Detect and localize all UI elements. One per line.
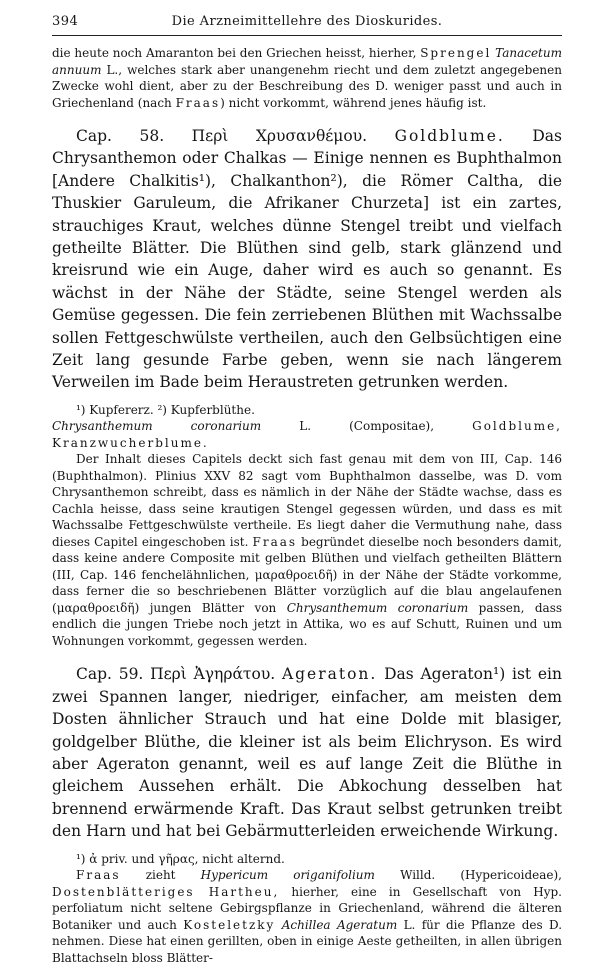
chapter-58-common-name: Goldblume. xyxy=(394,127,505,145)
commentary-58: Der Inhalt dieses Capitels deckt sich fast genau mit dem von III, Cap. 146 (Buphthalmon). Plinius XXV 82 sagt vom Buphthalmon dasselbe, was D. vom Chrysanthemon schreibt, dass es nämlich in der Nähe der Städte wachse, dass es Cachla heisse, dass seine krautigen Stengel gegessen würden, und dass es mit Wachssalbe Fettgeschwülste vertheile. Es liegt daher die Vermuthung nahe, dass dieses Capitel eingeschoben ist. Fraas begründet dieselbe noch besonders damit, dass keine andere Composite mit gelben Blüthen und vielfach getheilten Blättern (III, Cap. 146 fenchelähnlichen, μαραθροειδῆ) in der Nähe der Städte vorkomme, dass ferner die so beschriebenen Blätter vorzüglich auf die blau angelaufenen (μαραθροειδῆ) jungen Blätter von Chrysanthemum coronarium passen, dass endlich die jungen Triebe noch jetzt in Attika, wo es auf Schutt, Ruinen und um Wohnungen vorkommt, gegessen werden. xyxy=(52,452,563,648)
page-number: 394 xyxy=(52,14,79,29)
author-name: Fraas xyxy=(175,95,221,110)
running-title: Die Arzneimittellehre des Dioskurides. xyxy=(171,14,443,29)
chapter-59-common-name: Ageraton. xyxy=(281,665,378,684)
author-name: Sprengel xyxy=(420,46,492,60)
chapter-58-notes xyxy=(52,402,562,650)
page xyxy=(52,14,562,966)
chapter-58-text: Das Chrysanthemon oder Chalkas — Einige nennen es Buphthalmon [Andere Chalkitis¹), Chalkanthon²), die Römer Caltha, die Thuskier Garuleum, die Afrikaner Churzeta] ist ein zartes, strauchiges Kraut, welches dünne Stengel treibt und vielfach getheilte Blätter. Die Blüthen sind gelb, stark glänzend und kreisrund wie ein Auge, daher wird es auch so genannt. Es wächst in der Nähe der Städte, seine Stengel werden als Gemüse gegessen. Die fein zerriebenen Blüthen mit Wachssalbe sollen Fettgeschwülste vertheilen, auch den Gelbsüchtigen eine Zeit lang gesunde Farbe geben, wenn sie nach längerem Verweilen im Bade beim Heraustreten getrunken werden. xyxy=(52,127,562,392)
chapter-59-paragraph xyxy=(52,663,562,842)
identification-58: Chrysanthemum coronarium L. (Compositae), Goldblume, Kranzwucherblume. xyxy=(52,419,562,450)
commentary-59: Fraas zieht Hypericum origanifolium Willd. (Hypericoideae), Dostenblätteriges Hartheu, hierher, eine in Gesellschaft von Hyp. perfoliatum nicht seltene Gebirgspflanze in Griechenland, während die älteren Botaniker und auch Kosteletzky Achillea Ageratum L. für die Pflanze des D. nehmen. Diese hat einen gerillten, oben in einige Aeste getheilten, in allen übrigen Blattachseln bloss Blätter- xyxy=(52,868,563,965)
footnote-58: ¹) Kupfererz. ²) Kupferblüthe. xyxy=(76,402,255,417)
footnote-59: ¹) ἀ priv. und γῆρας, nicht alternd. xyxy=(76,851,285,866)
chapter-58-paragraph xyxy=(52,125,562,394)
chapter-59-text: Das Ageraton¹) ist ein zwei Spannen langer, niedriger, einfacher, am meisten dem Dosten ähnlicher Strauch und hat eine Dolde mit blasiger, goldgelber Blüthe, die kleiner ist als beim Elichryson. Es wird aber Ageraton genannt, weil es auf lange Zeit die Blüthe in gleichem Aussehen erhält. Die Abkochung desselben hat brennend erwärmende Kraft. Das Kraut selbst getrunken treibt den Harn und hat bei Gebärmutterleiden erweichende Wirkung. xyxy=(52,665,562,841)
chapter-59-notes xyxy=(52,851,562,967)
chapter-59-heading: Cap. 59. Περὶ Ἀγηράτου. xyxy=(76,665,282,684)
chapter-58-heading: Cap. 58. Περὶ Χρυσανθέμου. xyxy=(76,127,395,145)
species-name: Tanacetum annuum xyxy=(52,46,562,77)
intro-paragraph: die heute noch Amaranton bei den Griechen heisst, hierher, Sprengel Tanacetum annuum L., welches stark aber unangenehm riecht und dem zuletzt angegebenen Zwecke wohl dient, aber zu der Beschreibung des D. weniger passt und auch in Griechenland (nach Fraas) nicht vorkommt, während jenes häufig ist. xyxy=(52,46,562,110)
running-header xyxy=(52,14,562,36)
